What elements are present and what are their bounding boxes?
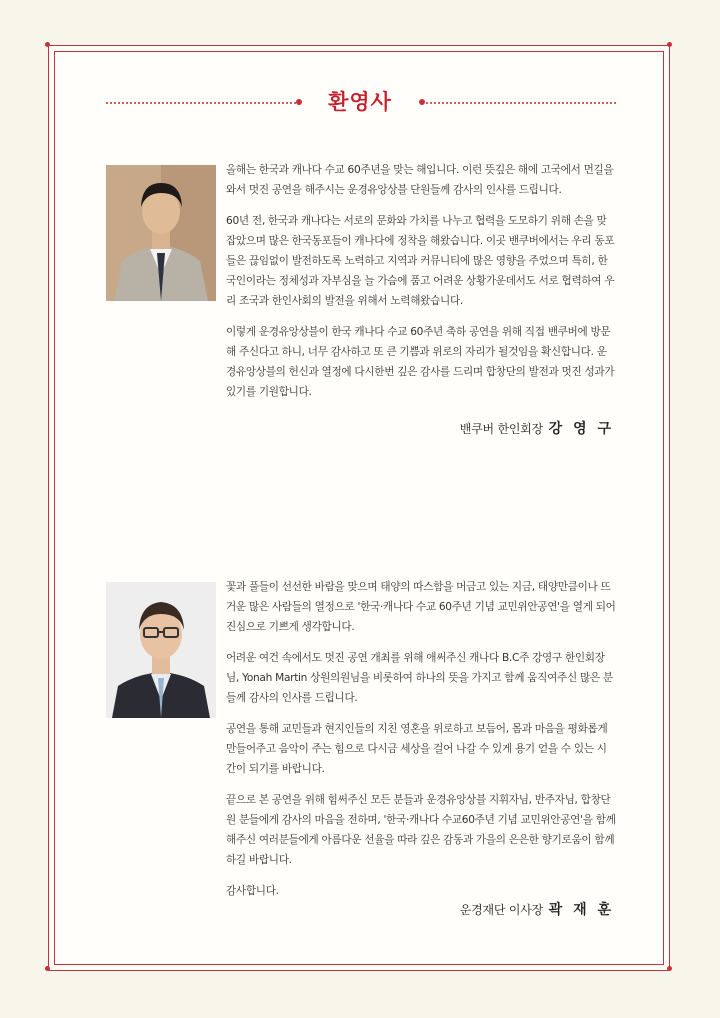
paragraph: 감사합니다. bbox=[226, 885, 279, 897]
signature-name: 강 영 구 bbox=[548, 421, 614, 437]
title-dot-left bbox=[296, 99, 302, 105]
title-divider-left bbox=[106, 102, 296, 104]
signature-1 bbox=[460, 418, 614, 438]
corner-ornament bbox=[667, 966, 672, 971]
paragraph: 어려운 여건 속에서도 멋진 공연 개최를 위해 애써주신 캐나다 B.C주 강영구 한인회장님, Yonah Martin 상원의원님을 비롯하여 하나의 뜻을 가지고 함께 움직여주신 많은 분들께 감사의 인사를 드립니다. bbox=[226, 652, 613, 704]
signature-2 bbox=[460, 899, 614, 919]
page-title: 환영사 bbox=[328, 90, 392, 114]
signature-title: 운경재단 이사장 bbox=[459, 903, 544, 917]
speaker-photo bbox=[106, 165, 216, 301]
signature-name: 곽 재 훈 bbox=[548, 902, 614, 918]
paragraph: 이렇게 운경유앙상블이 한국 캐나다 수교 60주년 축하 공연을 위해 직접 밴쿠버에 방문해 주신다고 하니, 너무 감사하고 또 큰 기쁨과 위로의 자리가 될것임을 확신합니다. 운경유앙상블의 헌신과 열정에 다시한번 깊은 감사를 드리며 합창단의 발전과 멋진 성과가 있기를 기원합니다. bbox=[226, 326, 615, 398]
corner-ornament bbox=[45, 42, 50, 47]
corner-ornament bbox=[667, 42, 672, 47]
paragraph: 꽃과 풀들이 선선한 바람을 맞으며 태양의 따스함을 머금고 있는 지금, 태양만큼이나 뜨거운 많은 사람들의 열정으로 '한국·캐나다 수교 60주년 기념 교민위안공연'을 열게 되어 진심으로 기쁘게 생각합니다. bbox=[226, 581, 616, 633]
welcome-message-1 bbox=[226, 160, 616, 413]
paragraph: 올해는 한국과 캐나다 수교 60주년을 맞는 해입니다. 이런 뜻깊은 해에 고국에서 먼길을 와서 멋진 공연을 해주시는 운경유앙상블 단원들께 감사의 인사를 드립니다. bbox=[226, 164, 614, 196]
title-dot-right bbox=[419, 99, 425, 105]
corner-ornament bbox=[45, 966, 50, 971]
paragraph: 끝으로 본 공연을 위해 힘써주신 모든 분들과 운경유앙상블 지휘자님, 반주자님, 합창단원 분들에게 감사의 마음을 전하며, '한국·캐나다 수교60주년 기념 교민위안공연'을 함께해주신 여러분들에게 아름다운 선율을 따라 깊은 감동과 가을의 은은한 향기로움이 함께하길 바랍니다. bbox=[226, 794, 616, 866]
paragraph: 공연을 통해 교민들과 현지인들의 지친 영혼을 위로하고 보듬어, 몸과 마음을 평화롭게 만들어주고 음악이 주는 힘으로 다시금 세상을 걸어 나갈 수 있게 용기 얻을 수 있는 시간이 되기를 바랍니다. bbox=[226, 723, 608, 775]
title-divider-right bbox=[426, 102, 616, 104]
speaker-photo bbox=[106, 582, 216, 718]
paragraph: 60년 전, 한국과 캐나다는 서로의 문화와 가치를 나누고 협력을 도모하기 위해 손을 맞잡았으며 많은 한국동포들이 캐나다에 정착을 해왔습니다. 이곳 밴쿠버에서는 우리 동포들은 끊임없이 발전하도록 노력하고 지역과 커뮤니티에 많은 영향을 주었으며 특히, 한국인이라는 정체성과 자부심을 늘 가슴에 품고 어려운 상황가운데서도 서로 협력하여 우리 조국과 한인사회의 발전을 위해서 노력해왔습니다. bbox=[226, 215, 615, 307]
signature-title: 밴쿠버 한인회장 bbox=[459, 422, 544, 436]
welcome-message-2 bbox=[226, 577, 616, 912]
